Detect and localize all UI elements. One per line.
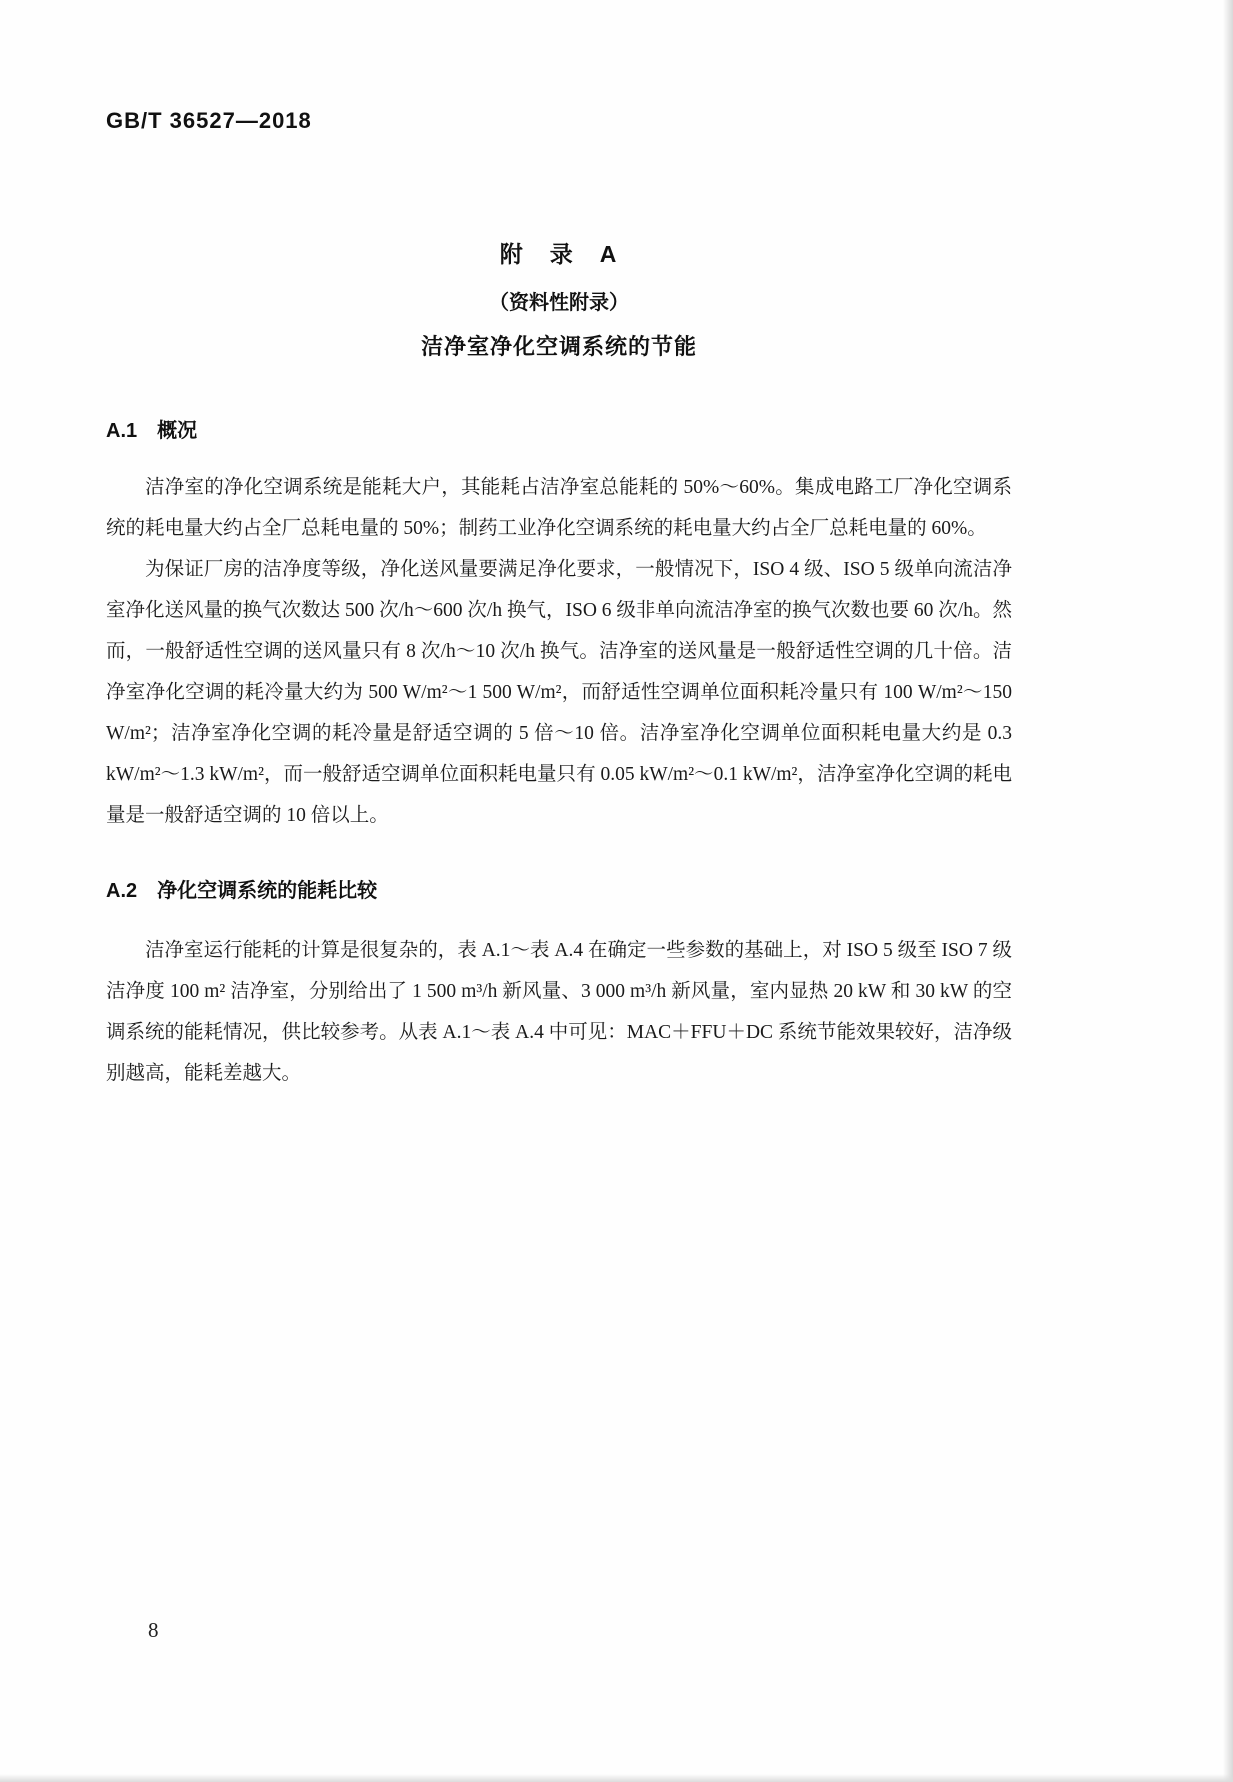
appendix-subtitle: （资料性附录） xyxy=(489,292,629,314)
paragraph-a2-1: 洁净室运行能耗的计算是很复杂的，表 A.1～表 A.4 在确定一些参数的基础上，对 ISO 5 级至 ISO 7 级洁净度 100 m² 洁净室，分别给出了 1 500 m³/h 新风量、3 000 m³/h 新风量，室内显热 20 kW 和 30 kW 的空调系统的能耗情况，供比较参考。从表 A.1～表 A.4 中可见：MAC＋FFU＋DC 系统节能效果较好，洁净级别越高，能耗差越大。 xyxy=(106,940,1012,1084)
appendix-topic-title: 洁净室净化空调系统的节能 xyxy=(420,334,697,359)
section-heading-a2: A.2 净化空调系统的能耗比较 xyxy=(106,880,378,902)
page-number: 8 xyxy=(148,1618,159,1642)
appendix-title: 附 录 A xyxy=(499,241,619,267)
section-a1 xyxy=(106,414,1012,836)
paragraph-a1-1: 洁净室的净化空调系统是能耗大户，其能耗占洁净室总能耗的 50%～60%。集成电路工厂净化空调系统的耗电量大约占全厂总耗电量的 50%；制药工业净化空调系统的耗电量大约占全厂总耗电量的 60%。 xyxy=(106,477,1012,539)
page-content xyxy=(106,0,1012,1094)
section-a2 xyxy=(106,874,1012,1094)
paragraph-a1-2: 为保证厂房的洁净度等级，净化送风量要满足净化要求，一般情况下，ISO 4 级、ISO 5 级单向流洁净室净化送风量的换气次数达 500 次/h～600 次/h 换气，ISO 6 级非单向流洁净室的换气次数也要 60 次/h。然而，一般舒适性空调的送风量只有 8 次/h～10 次/h 换气。洁净室的送风量是一般舒适性空调的几十倍。洁净室净化空调的耗冷量大约为 500 W/m²～1 500 W/m²，而舒适性空调单位面积耗冷量只有 100 W/m²～150 W/m²；洁净室净化空调的耗冷量是舒适空调的 5 倍～10 倍。洁净室净化空调单位面积耗电量大约是 0.3 kW/m²～1.3 kW/m²，而一般舒适空调单位面积耗电量只有 0.05 kW/m²～0.1 kW/m²，洁净室净化空调的耗电量是一般舒适空调的 10 倍以上。 xyxy=(106,559,1012,826)
scan-edge-bottom xyxy=(0,1774,1233,1782)
scan-edge-right xyxy=(1223,0,1233,1782)
section-heading-a1: A.1 概况 xyxy=(106,420,198,442)
standard-number-header: GB/T 36527—2018 xyxy=(106,108,312,133)
appendix-title-block xyxy=(106,236,1012,361)
